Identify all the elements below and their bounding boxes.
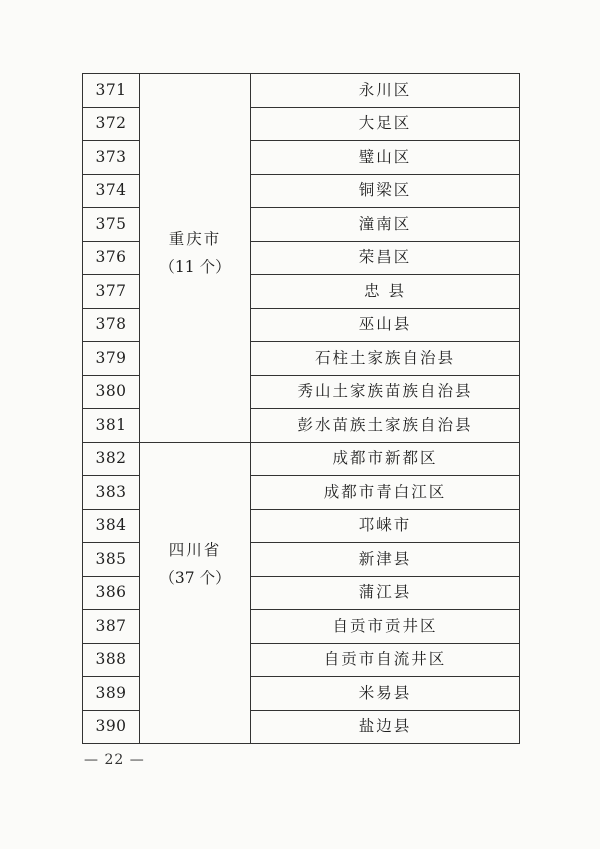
row-number: 383 (83, 476, 140, 510)
row-number: 371 (83, 74, 140, 108)
county-name: 璧山区 (251, 141, 520, 175)
row-number: 381 (83, 409, 140, 443)
county-name: 邛崃市 (251, 509, 520, 543)
county-name: 大足区 (251, 107, 520, 141)
county-name: 成都市青白江区 (251, 476, 520, 510)
row-number: 373 (83, 141, 140, 175)
row-number: 380 (83, 375, 140, 409)
table-row (83, 74, 520, 108)
row-number: 377 (83, 275, 140, 309)
row-number: 375 (83, 208, 140, 242)
region-count: （11 个） (159, 257, 231, 276)
county-name: 成都市新都区 (251, 442, 520, 476)
county-name: 荣昌区 (251, 241, 520, 275)
row-number: 389 (83, 677, 140, 711)
county-name: 潼南区 (251, 208, 520, 242)
county-name: 盐边县 (251, 710, 520, 744)
county-name: 自贡市自流井区 (251, 643, 520, 677)
county-name: 自贡市贡井区 (251, 610, 520, 644)
region-count: （37 个） (159, 568, 231, 587)
row-number: 372 (83, 107, 140, 141)
county-name: 巫山县 (251, 308, 520, 342)
county-name: 彭水苗族土家族自治县 (251, 409, 520, 443)
table-row (83, 442, 520, 476)
region-cell (140, 442, 251, 744)
county-name: 米易县 (251, 677, 520, 711)
region-cell (140, 74, 251, 443)
row-number: 387 (83, 610, 140, 644)
page-number: — 22 — (84, 752, 145, 768)
county-name: 铜梁区 (251, 174, 520, 208)
county-name: 永川区 (251, 74, 520, 108)
row-number: 388 (83, 643, 140, 677)
county-name: 秀山土家族苗族自治县 (251, 375, 520, 409)
row-number: 385 (83, 543, 140, 577)
region-name: 四川省 (168, 541, 222, 560)
row-number: 390 (83, 710, 140, 744)
row-number: 382 (83, 442, 140, 476)
row-number: 384 (83, 509, 140, 543)
row-number: 386 (83, 576, 140, 610)
county-name: 忠 县 (251, 275, 520, 309)
county-name: 新津县 (251, 543, 520, 577)
region-name: 重庆市 (168, 230, 222, 249)
row-number: 379 (83, 342, 140, 376)
table-body (83, 74, 520, 744)
row-number: 376 (83, 241, 140, 275)
county-list-table (82, 73, 520, 744)
row-number: 374 (83, 174, 140, 208)
row-number: 378 (83, 308, 140, 342)
county-name: 石柱土家族自治县 (251, 342, 520, 376)
county-name: 蒲江县 (251, 576, 520, 610)
